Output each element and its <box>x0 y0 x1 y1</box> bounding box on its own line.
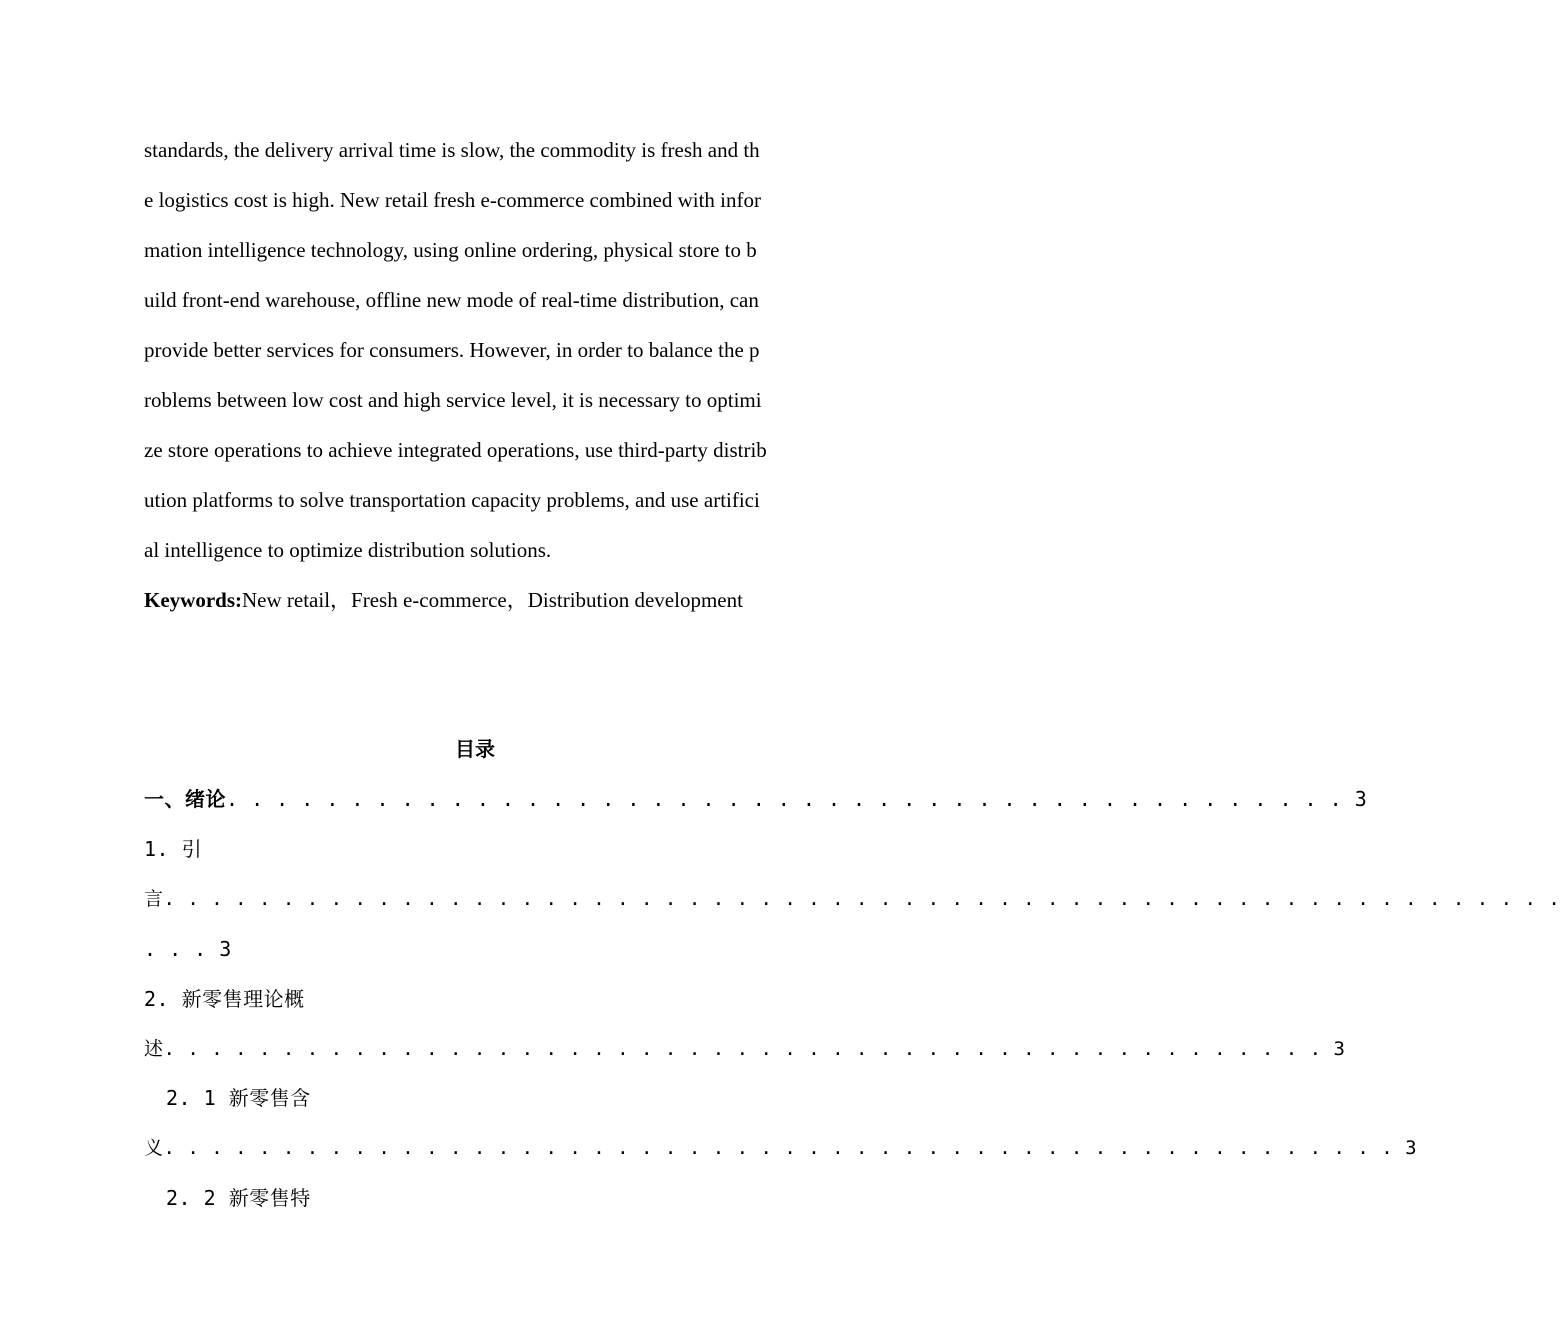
toc-entry-line[interactable]: 2. 2 新零售特 <box>166 1186 311 1210</box>
abstract-line: ze store operations to achieve integrated operations, use third-party distrib <box>144 438 767 462</box>
toc-entry-line[interactable]: 1. 引 <box>144 837 203 861</box>
keywords-value: New retail，Fresh e-commerce，Distribution development <box>242 588 743 612</box>
toc-entry-line[interactable]: 2. 1 新零售含 <box>166 1086 311 1110</box>
toc-entry-line[interactable]: 述. . . . . . . . . . . . . . . . . . . . . . . . . . . . . . . . . . . . . . . . . . . . . . . . . 3 <box>144 1038 1346 1060</box>
abstract-line: provide better services for consumers. However, in order to balance the p <box>144 338 760 362</box>
toc-entry-leader: . . . . . . . . . . . . . . . . . . . . . . . . . . . . . . . . . . . . . . . . . . . . . 3 <box>226 787 1368 811</box>
abstract-line: roblems between low cost and high service level, it is necessary to optimi <box>144 388 762 412</box>
toc-entry-line[interactable]: 义. . . . . . . . . . . . . . . . . . . . . . . . . . . . . . . . . . . . . . . . . . . . . . . . . . . . 3 <box>144 1137 1418 1159</box>
keywords-line <box>144 585 743 615</box>
abstract-line: uild front-end warehouse, offline new mode of real-time distribution, can <box>144 288 759 312</box>
toc-entry-1[interactable] <box>144 784 1367 814</box>
keywords-label: Keywords: <box>144 588 242 612</box>
toc-title: 目录 <box>455 737 495 761</box>
abstract-line: ution platforms to solve transportation capacity problems, and use artifici <box>144 488 760 512</box>
toc-entry-label: 一、绪论 <box>144 787 226 811</box>
abstract-line: mation intelligence technology, using online ordering, physical store to b <box>144 238 757 262</box>
abstract-line: standards, the delivery arrival time is slow, the commodity is fresh and th <box>144 138 760 162</box>
toc-entry-line[interactable]: 言. . . . . . . . . . . . . . . . . . . . . . . . . . . . . . . . . . . . . . . . . . . . . . . . . . . . . . . . . . . <box>144 888 1560 910</box>
toc-entry-line[interactable]: . . . 3 <box>144 937 232 961</box>
abstract-line: e logistics cost is high. New retail fresh e-commerce combined with infor <box>144 188 761 212</box>
abstract-line: al intelligence to optimize distribution solutions. <box>144 538 552 562</box>
toc-entry-line[interactable]: 2. 新零售理论概 <box>144 987 305 1011</box>
